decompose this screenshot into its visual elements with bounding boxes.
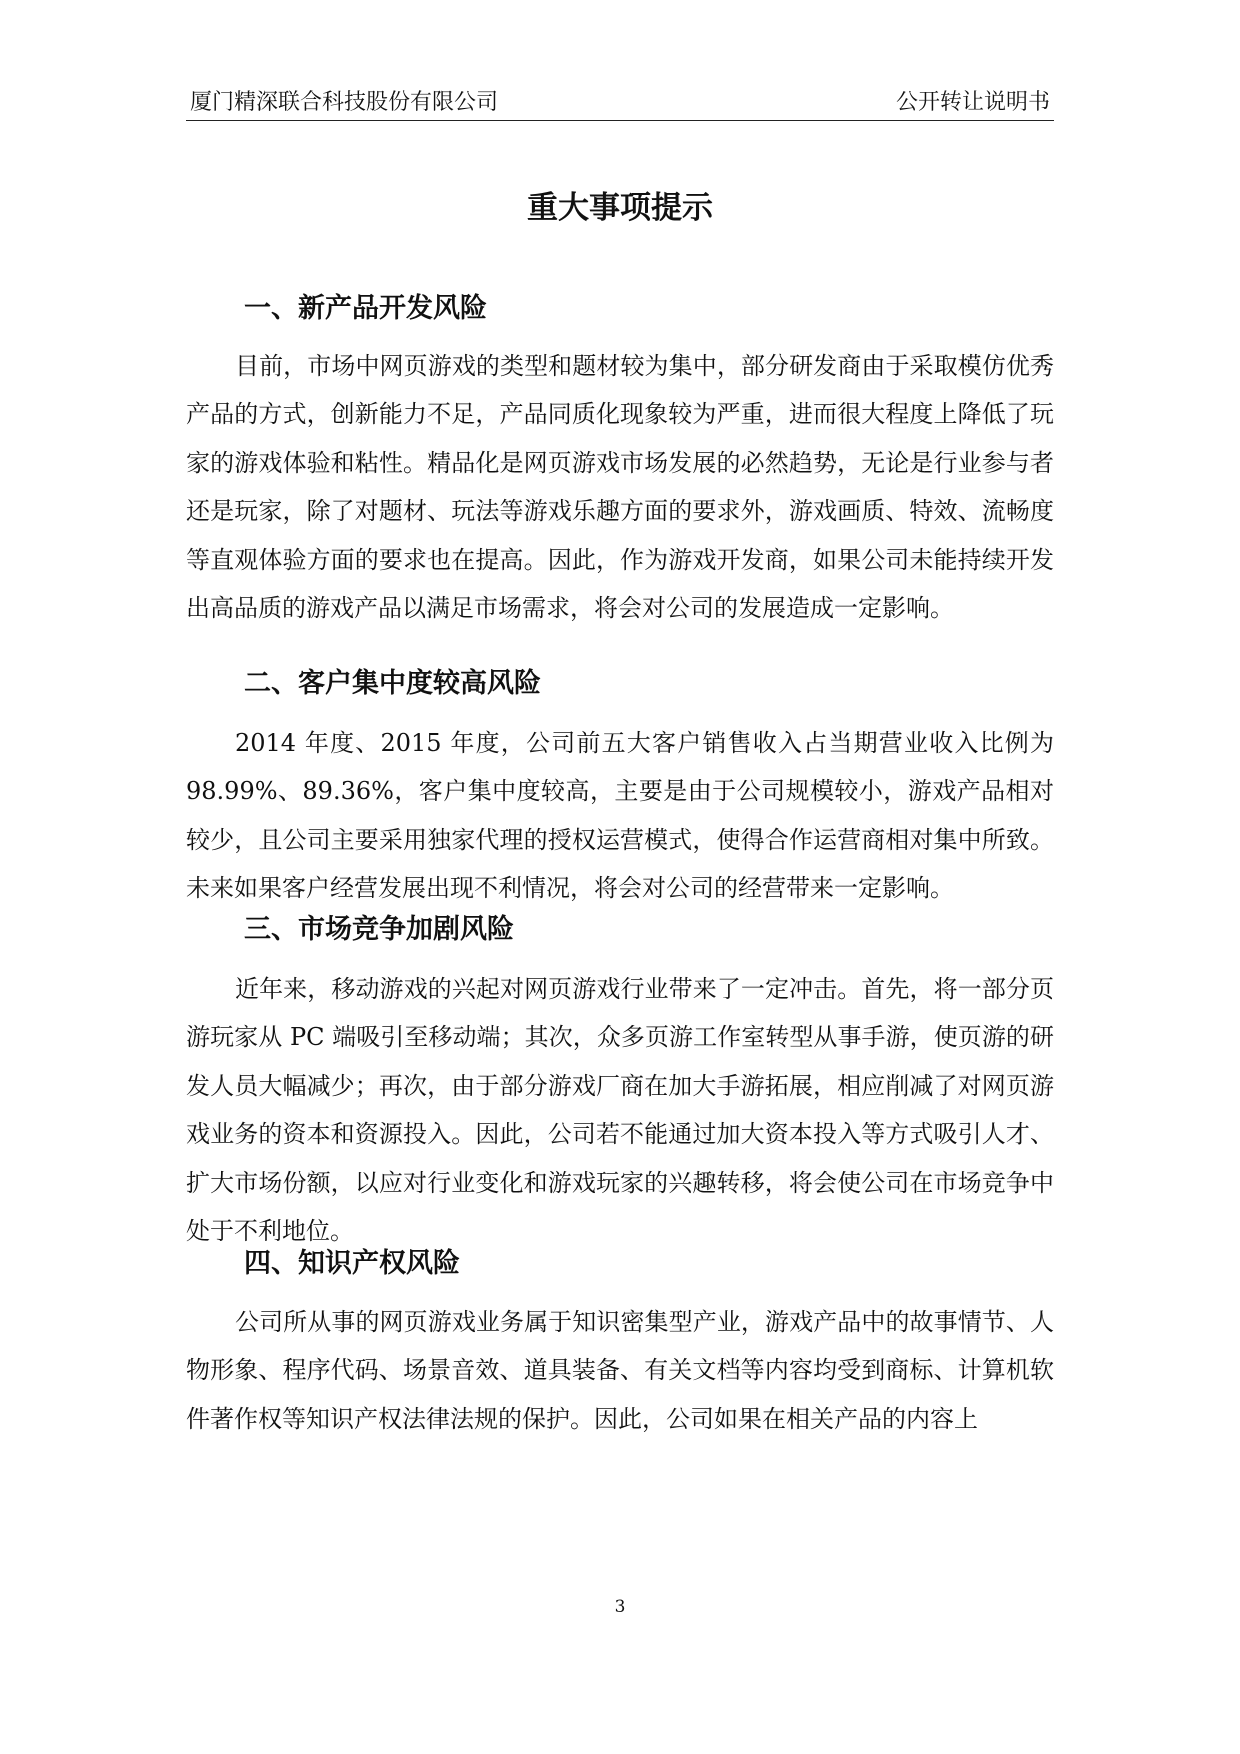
header-company-name: 厦门精深联合科技股份有限公司 (190, 90, 499, 115)
page-number: 3 (614, 1597, 626, 1617)
section-heading-2: 二、客户集中度较高风险 (244, 668, 541, 699)
page-title: 重大事项提示 (527, 190, 713, 226)
section-heading-1: 一、新产品开发风险 (244, 293, 487, 324)
section-body-4: 公司所从事的网页游戏业务属于知识密集型产业，游戏产品中的故事情节、人物形象、程序代码、场景音效、道具装备、有关文档等内容均受到商标、计算机软件著作权等知识产权法律法规的保护。因此，公司如果在相关产品的内容上 (186, 1308, 1054, 1433)
section-body-1: 目前，市场中网页游戏的类型和题材较为集中，部分研发商由于采取模仿优秀产品的方式，创新能力不足，产品同质化现象较为严重，进而很大程度上降低了玩家的游戏体验和粘性。精品化是网页游戏市场发展的必然趋势，无论是行业参与者还是玩家，除了对题材、玩法等游戏乐趣方面的要求外，游戏画质、特效、流畅度等直观体验方面的要求也在提高。因此，作为游戏开发商，如果公司未能持续开发出高品质的游戏产品以满足市场需求，将会对公司的发展造成一定影响。 (186, 352, 1054, 623)
section-heading-3: 三、市场竞争加剧风险 (244, 914, 514, 945)
section-body-2: 2014 年度、2015 年度，公司前五大客户销售收入占当期营业收入比例为 98.99%、89.36%，客户集中度较高，主要是由于公司规模较小，游戏产品相对较少，且公司主要采用独家代理的授权运营模式，使得合作运营商相对集中所致。未来如果客户经营发展出现不利情况，将会对公司的经营带来一定影响。 (186, 729, 1054, 903)
section-heading-4: 四、知识产权风险 (244, 1248, 460, 1279)
section-body-3: 近年来，移动游戏的兴起对网页游戏行业带来了一定冲击。首先，将一部分页游玩家从 PC 端吸引至移动端；其次，众多页游工作室转型从事手游，使页游的研发人员大幅减少；再次，由于部分游戏厂商在加大手游拓展，相应削减了对网页游戏业务的资本和资源投入。因此，公司若不能通过加大资本投入等方式吸引人才、扩大市场份额，以应对行业变化和游戏玩家的兴趣转移，将会使公司在市场竞争中处于不利地位。 (186, 975, 1054, 1246)
header-document-type: 公开转让说明书 (895, 90, 1050, 115)
page-header (186, 86, 1054, 121)
